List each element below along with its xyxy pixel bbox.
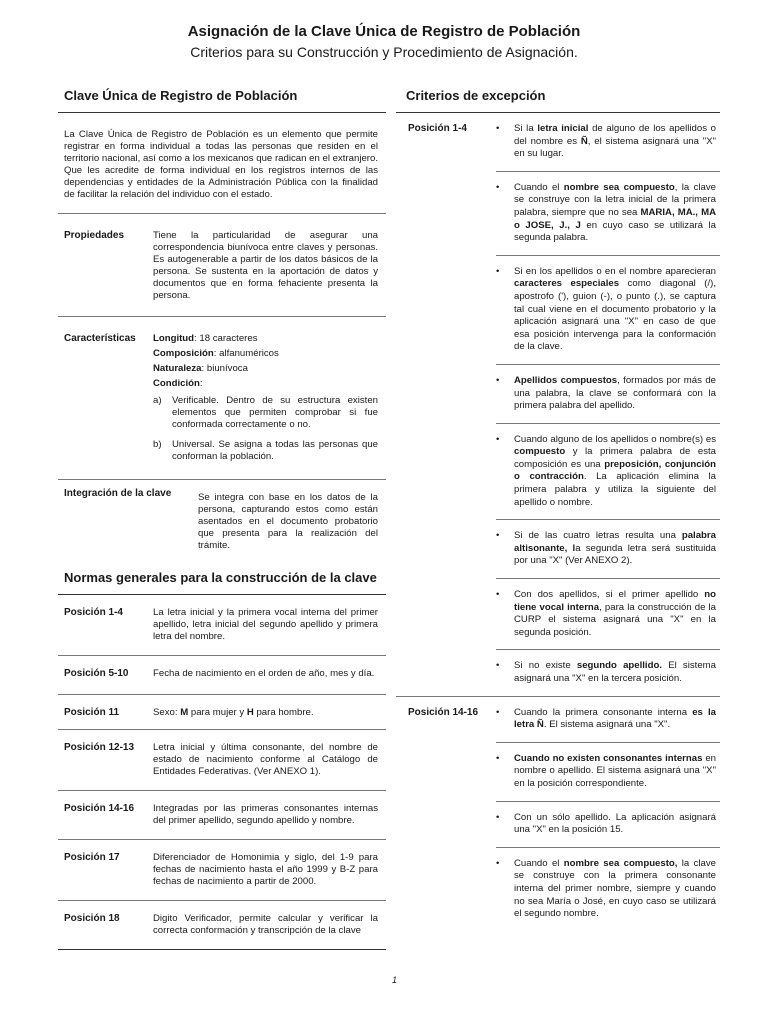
- condicion-list: [153, 395, 378, 463]
- condicion-item: a) Verificable. Dentro de su estructura existen elementos que permiten comprobar si fue conformada correctamente o no.: [153, 395, 378, 430]
- exceptions-group-label: Posición 14-16: [408, 706, 479, 718]
- norm-label: Posición 11: [64, 707, 120, 718]
- caracteristicas-label: Características: [64, 333, 136, 344]
- exception-item: • Cuando alguno de los apellidos o nombre(s) es compuesto y la primera palabra de esta composición es una preposición, conjunción o contracción. La aplicación elimina la primera palabra y utiliza la siguiente del apellido o nombre.: [496, 424, 720, 521]
- exceptions-group-pos-14-16: [396, 697, 720, 931]
- condicion-item: b) Universal. Se asigna a todas las personas que conforman la población.: [153, 439, 378, 462]
- norm-text: Diferenciador de Homonimia y siglo, del 1-9 para fechas de nacimiento hasta el año 1999 y B-Z para fechas de nacimiento a partir de 2000.: [153, 852, 378, 887]
- norm-text: Fecha de nacimiento en el orden de año, mes y día.: [153, 668, 375, 679]
- exceptions-section-title: Criterios de excepción: [396, 82, 720, 113]
- norm-text: Sexo: M para mujer y H para hombre.: [153, 707, 314, 718]
- caracteristicas-block: [58, 317, 386, 480]
- exception-item: • Cuando la primera consonante interna es la letra Ñ. El sistema asignará una "X".: [496, 697, 720, 743]
- exception-item: • Con dos apellidos, si el primer apellido no tiene vocal interna, para la construcción de la CURP el sistema asignará una "X" en la segunda posición.: [496, 579, 720, 650]
- norm-label: Posición 17: [64, 852, 120, 863]
- norm-label: Posición 5-10: [64, 668, 129, 679]
- norm-row: [58, 695, 386, 730]
- exception-item: • Si no existe segundo apellido. El sistema asignará una "X" en la tercera posición.: [496, 660, 716, 684]
- norm-text: La letra inicial y la primera vocal interna del primer apellido, letra inicial del segundo apellido y primera letra del nombre.: [153, 607, 378, 642]
- document-subtitle: Criterios para su Construcción y Procedimiento de Asignación.: [190, 44, 578, 60]
- document-title: Asignación de la Clave Única de Registro de Población: [187, 23, 581, 40]
- exception-item: • Si de las cuatro letras resulta una palabra altisonante, la segunda letra será sustituida por una "X" (Ver ANEXO 2).: [496, 520, 720, 579]
- integracion-block: [58, 480, 386, 564]
- exceptions-group-pos-1-4: [396, 113, 720, 697]
- integracion-label: Integración de la clave: [64, 488, 172, 499]
- norm-row: [58, 791, 386, 840]
- exception-item: • Si en los apellidos o en el nombre aparecieran caracteres especiales como diagonal (/), apostrofo ('), guion (-), o punto (.), se captura tal cual viene en el documento probatorio y la aplicación asignará una "X" en caso de que esa posición intervenga para la conformación de la clave.: [496, 256, 720, 365]
- condicion-line: Condición:: [153, 378, 203, 389]
- naturaleza-line: Naturaleza: biunívoca: [153, 363, 248, 374]
- curp-section-title: Clave Única de Registro de Población: [58, 82, 386, 113]
- right-column: [396, 82, 720, 931]
- exception-item: • Apellidos compuestos, formados por más de una palabra, la clave se conformará con la primera palabra del apellido.: [496, 365, 720, 424]
- left-column: [58, 82, 386, 950]
- norm-label: Posición 1-4: [64, 607, 123, 618]
- page-number: 1: [392, 975, 398, 985]
- norm-text: Digito Verificador, permite calcular y verificar la correcta conformación y transcripción de la clave: [153, 913, 378, 936]
- norm-text: Letra inicial y última consonante, del nombre de estado de nacimiento conforme al Catálogo de Entidades Federativas. (Ver ANEXO 1).: [153, 742, 378, 777]
- norm-label: Posición 12-13: [64, 742, 135, 753]
- norm-text: Integradas por las primeras consonantes internas del primer apellido, segundo apellido y nombre.: [153, 803, 378, 826]
- exception-item: • Cuando no existen consonantes internas en nombre o apellido. El sistema asignará una "X" en la posición correspondiente.: [496, 743, 720, 802]
- integracion-text: Se integra con base en los datos de la persona, capturando estos como están asentados en el documento probatorio que presenta para la realización del trámite.: [198, 492, 378, 551]
- propiedades-text: Tiene la particularidad de asegurar una correspondencia biunívoca entre claves y personas. Es autogenerable a partir de los datos básicos de la persona. Se sustenta en la aportación de datos y documentos que en forma fehaciente presenta la persona.: [153, 230, 378, 301]
- exception-item: • Si la letra inicial de alguno de los apellidos o del nombre es Ñ, el sistema asignará una "X" en su lugar.: [496, 113, 720, 172]
- norm-row: [58, 595, 386, 656]
- composicion-line: Composición: alfanuméricos: [153, 348, 279, 359]
- norm-row: [58, 730, 386, 791]
- norm-label: Posición 14-16: [64, 803, 135, 814]
- exceptions-group-label: Posición 1-4: [408, 123, 467, 134]
- exception-item: • Cuando el nombre sea compuesto, la clave se construye con la letra inicial de la primera palabra, siempre que no sea MARIA, MA., MA o JOSE, J., J en cuyo caso se utilizará la segunda palabra.: [496, 172, 720, 256]
- norms-section-title: Normas generales para la construcción de la clave: [58, 564, 386, 595]
- norm-row: [58, 901, 386, 950]
- norm-row: [58, 840, 386, 901]
- propiedades-block: [58, 214, 386, 317]
- intro-text: La Clave Única de Registro de Población es un elemento que permite registrar en forma individual a todas las personas que residen en el territorio nacional, así como a los mexicanos que radican en el extranjero. Que les acredite de forma individual en los registros internos de las dependencias y entidades de la Administración Pública con la finalidad de facilitar la relación del individuo con el estado.: [64, 129, 378, 200]
- intro-block: [58, 113, 386, 214]
- norm-label: Posición 18: [64, 913, 120, 924]
- document-header: [0, 22, 768, 62]
- longitud-line: Longitud: 18 caracteres: [153, 333, 258, 344]
- exception-item: • Cuando el nombre sea compuesto, la clave se construye con la primera consonante interna del primer nombre, siempre y cuando no sea María o José, en cuyo caso se utilizará el segundo nombre.: [496, 857, 716, 920]
- propiedades-label: Propiedades: [64, 230, 125, 241]
- norm-row: [58, 656, 386, 695]
- exception-item: • Con un sólo apellido. La aplicación asignará una "X" en la posición 15.: [496, 802, 720, 848]
